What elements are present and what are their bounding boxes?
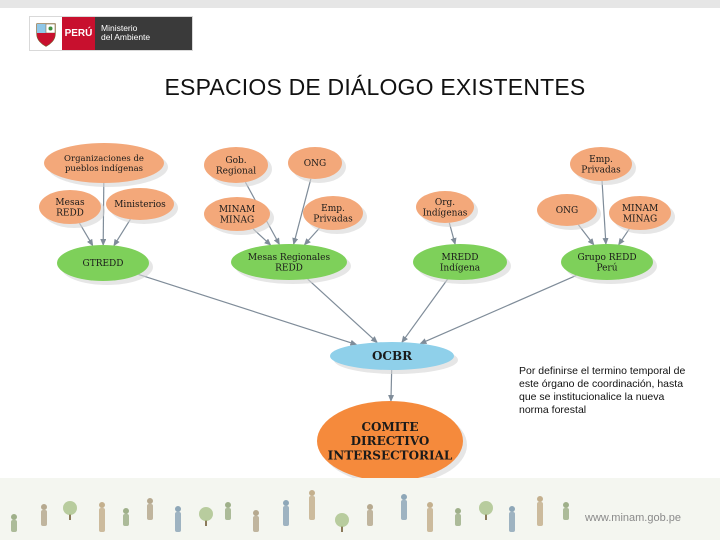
- logo-country: PERÚ: [62, 17, 95, 50]
- node-ong-1: [288, 147, 346, 183]
- node-mredd-indigena: [413, 244, 511, 284]
- node-label: Regional: [215, 166, 257, 177]
- person-icon: [99, 502, 105, 532]
- node-label: MINAM: [218, 204, 256, 215]
- arrow-grupo-redd-peru-to-ocbr: [420, 275, 576, 343]
- node-org-pueblos: [44, 143, 168, 187]
- person-icon: [147, 498, 153, 520]
- footer-illustration: [0, 478, 720, 540]
- person-icon: [283, 500, 289, 526]
- node-mesas-redd: [39, 190, 105, 228]
- person-icon: [509, 506, 515, 532]
- person-icon: [253, 510, 259, 532]
- node-label: Mesas: [55, 197, 85, 208]
- person-icon: [41, 504, 47, 526]
- logo-ministry-line1: Ministerio: [101, 23, 138, 33]
- logo-ministry-line2: del Ambiente: [101, 32, 151, 42]
- person-icon: [11, 514, 17, 532]
- node-label: MINAG: [219, 215, 255, 226]
- person-icon: [455, 508, 461, 526]
- node-comite: [317, 401, 467, 485]
- node-label: DIRECTIVO: [350, 434, 430, 449]
- node-emp-privadas-2: [570, 147, 636, 185]
- arrow-ministerios-to-gtredd: [114, 219, 130, 245]
- node-label: Emp.: [321, 203, 345, 214]
- node-ong-2: [537, 194, 601, 230]
- node-emp-privadas-1: [303, 196, 367, 234]
- node-label: MINAG: [622, 214, 658, 225]
- node-grupo-redd-peru: [561, 244, 657, 284]
- node-label: Mesas Regionales: [247, 252, 331, 263]
- arrow-gtredd-to-ocbr: [139, 274, 357, 344]
- node-label: Indígena: [439, 263, 481, 274]
- node-label: Gob.: [225, 155, 247, 166]
- node-label: Emp.: [589, 154, 613, 165]
- footer-band: [0, 478, 720, 540]
- node-mesas-regionales: [231, 244, 351, 284]
- node-label: Ministerios: [114, 200, 166, 211]
- node-label: Org.: [434, 197, 456, 208]
- node-label: Organizaciones de: [64, 153, 144, 164]
- person-icon: [309, 490, 315, 520]
- node-label: MINAM: [621, 203, 659, 214]
- node-label: Grupo REDD: [577, 252, 637, 263]
- person-icon: [175, 506, 181, 532]
- footer-url: www.minam.gob.pe: [585, 512, 681, 524]
- node-label: pueblos indígenas: [64, 163, 144, 174]
- node-ministerios: [106, 188, 178, 224]
- person-icon: [401, 494, 407, 520]
- arrow-mesas-regionales-to-ocbr: [308, 279, 377, 342]
- node-minam-minag-2: [609, 196, 675, 234]
- node-label: ONG: [555, 206, 579, 217]
- arrow-mredd-indigena-to-ocbr: [402, 279, 447, 342]
- node-label: REDD: [275, 263, 303, 274]
- person-icon: [563, 502, 569, 520]
- node-label: COMITE: [361, 420, 419, 435]
- page-title: ESPACIOS DE DIÁLOGO EXISTENTES: [164, 74, 586, 100]
- person-icon: [225, 502, 231, 520]
- node-label: GTREDD: [82, 259, 124, 270]
- person-icon: [123, 508, 129, 526]
- node-gob-regional: [204, 147, 272, 187]
- node-label: Indígenas: [422, 208, 468, 219]
- arrow-ocbr-to-comite: [391, 370, 392, 401]
- node-minam-minag-1: [204, 197, 274, 235]
- node-label: REDD: [56, 208, 84, 219]
- arrow-emp-privadas-2-to-grupo-redd-peru: [602, 181, 606, 244]
- node-ocbr: [330, 342, 458, 374]
- node-label: ONG: [303, 159, 327, 170]
- person-icon: [427, 502, 433, 532]
- node-gtredd: [57, 245, 153, 285]
- node-label: INTERSECTORIAL: [327, 448, 453, 463]
- node-label: Perú: [596, 263, 618, 274]
- person-icon: [537, 496, 543, 526]
- node-label: Privadas: [581, 165, 621, 176]
- node-org-indigenas: [416, 191, 478, 227]
- node-label: MREDD: [441, 252, 479, 263]
- person-icon: [367, 504, 373, 526]
- arrow-emp-privadas-1-to-mesas-regionales: [305, 228, 320, 245]
- note-text: Por definirse el termino temporal de este órgano de coordinación, hasta que se institucionalice la nueva norma forestal: [519, 365, 686, 416]
- node-label: OCBR: [371, 349, 413, 364]
- node-label: Privadas: [313, 214, 353, 225]
